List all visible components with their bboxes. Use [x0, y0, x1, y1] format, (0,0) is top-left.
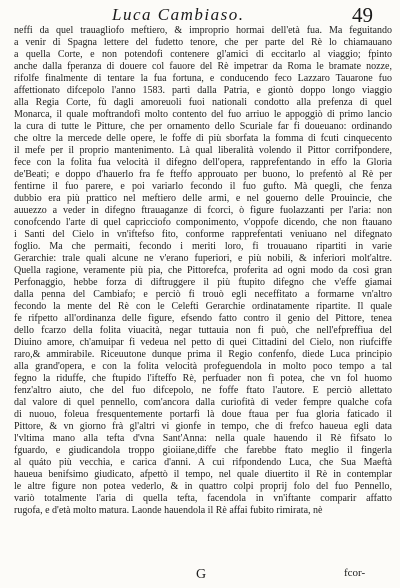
page-number: 49	[352, 3, 373, 27]
text-line: conofcendo l'arte di quel capricciofo componimento, v'oppofe dicendo, che non ftauano	[14, 217, 392, 228]
text-line: Pittore, & vn giorno frà gl'altri vi gionfe in tempo, che di frefco haueua egli data	[14, 421, 392, 432]
text-line: di nuouo, foleua fresquentemente portarfi là doue ftaua per fua gloria faticado il	[14, 409, 392, 420]
text-line: a quella Corte, e non potendofi contenere gl'amici di eccitarlo al viaggio; fpinto	[14, 49, 392, 60]
page-footer	[0, 565, 400, 585]
text-line: fguardo, e giudicandola troppo gioiiane,diffe che farebbe ftato meglio il fingerla	[14, 445, 392, 456]
catchword: fcor-	[344, 567, 366, 579]
text-line: raro,& ammirabile. Riceuutone dunque prima il Regio confenfo, diede Luca principio	[14, 349, 392, 360]
text-line: fenz'altro aiuto, che del fuo difcepolo, ne foffe ftato l'autore. E perciò allettato	[14, 385, 392, 396]
text-line: Quella ragione, veramente più pia, che Pittorefca, proferita ad ogni modo da così gran	[14, 265, 392, 276]
text-line: il mefe per il proprio mantenimento. Là qual liberalità volendo il Pittor corrifpondere,	[14, 145, 392, 156]
text-line: la cura di tutte le Pitture, che per ornamento dello Scuriale far fi doueuano: ordinando	[14, 121, 392, 132]
text-line: foglio. Ma che permaiti, fecondo i meriti loro, fi trouauano ripartiti in varie	[14, 241, 392, 252]
text-line: dalla penna del Cambiafo; e perciò fi trouò egli neceffitato a formarne vn'altro	[14, 289, 392, 300]
text-line: affettionato difcepolo l'anno 1583. partì dalla Patria, e giontò doppo longo viaggio	[14, 85, 392, 96]
text-line: neffi da quel trauagliofo meftiero, & improprio hormai dell'età fua. Ma feguitando	[14, 25, 392, 36]
text-line: fegno la riduffe, che ftupido l'ifteffo Rè, perfuader non fi potea, che vn fol huomo	[14, 373, 392, 384]
text-line: rugofa, e d'età molto matura. Laonde hauendola il Rè affai fubito rimirata, nè	[14, 505, 323, 516]
text-line: alla Regia Corte, fù dagli amoreuoli fuoi nationali condotto alla prefenza di quel	[14, 97, 392, 108]
text-line: fe rifpetto all'ordinanza delle figure, efsendo fatto contro il genio del Pittore, tenea	[14, 313, 392, 324]
text-line: anche dalla fperanza di douere col fauore del Rè impetrar da Roma le bramate nozze,	[14, 61, 392, 72]
text-line: de'Beati; e doppo d'hauerlo fra fe fteffo approuato per buono, lo prefentò al Rè per	[14, 169, 392, 180]
page-header	[0, 5, 400, 27]
text-line: dal valore di quel pennello, com'ancora dalla curiofità di veder fempre qualche cofa	[14, 397, 392, 408]
text-line: fecondo la mente del Rè con le Celefti Gerarchie ordinatamente ripartite. Il quale	[14, 301, 392, 312]
text-line: fentirne il fuo parere, e poi variarlo fecondo il fuo gufto. Mà quegli, che fenza	[14, 181, 392, 192]
text-line: a venir di Spagna lettere del fudetto tenore, che per parte del Rè lo chiamauano	[14, 37, 392, 48]
text-line: auuezzo a veder in difegno ftrauaganze di fcorci, ò figure fuolazzanti per l'aria: non	[14, 205, 392, 216]
text-line: haueua benifsimo giudicato, afpettò il tempo, nel quale diuertito il Rè in contemplar	[14, 469, 392, 480]
text-line: Monarca, il quale moftrandofi molto contento del fuo arriuo le appoggiò di primo lancio	[14, 109, 392, 120]
body-text	[14, 25, 392, 517]
text-line: rifolfe finalmente di tentare la fua fortuna, e conducendo feco Lazzaro Tauarone fuo	[14, 73, 392, 84]
text-line: Diuino amore, ch'amuipar fi vedeua nel petto di quei Cittadini del Cielo, non riufciffe	[14, 337, 392, 348]
signature-mark: G	[196, 567, 207, 582]
text-line: Perfonaggio, hebbe forza di diftruggere il più ftupito difegno che v'effe giamai	[14, 277, 392, 288]
text-line: i Santi del Cielo in vn'iftefso fito, conforme rapprefentati veniuano nel difegnato	[14, 229, 392, 240]
text-line: dello fcarzo della folita viuacità, negar tuttauia non fi può, che nell'efpreffiua del	[14, 325, 392, 336]
text-line: al quáto più vecchia, e carica d'anni. A cui rifpondendo Luca, che Sua Maeftà	[14, 457, 392, 468]
text-line: l'vltima mano alla tefta d'vna Sant'Anna: nella quale hauendo il Rè fifsato lo	[14, 433, 392, 444]
text-line: variò totalmente l'aria di quella tefta, facendola in vn'iftante comparir affatto	[14, 493, 392, 504]
text-line: dubbio era più prattico nel meftiero delle armi, e nel gouerno delle Prouincie, che	[14, 193, 392, 204]
running-head: Luca Cambiaso.	[112, 5, 245, 24]
text-line: Gerarchie: trale quali alcune ne v'erano fuperiori, e più nobili, & inferiori molt'altre.	[14, 253, 392, 264]
text-line: fece con la folita fua velocità il difegno dell'opera, rapprefentando in effo la Gloria	[14, 157, 392, 168]
text-line: alla grand'opera, e con la folita velocità profeguendola in molto poco tempo a tal	[14, 361, 392, 372]
text-line: le altre figure non potea vederlo, & in quattro colpi proprij folo del fuo Pennello,	[14, 481, 392, 492]
text-line: che oltre la mercede delle opere, le foffe di più sborfata la fomma di fcuti cinquecento	[14, 133, 392, 144]
